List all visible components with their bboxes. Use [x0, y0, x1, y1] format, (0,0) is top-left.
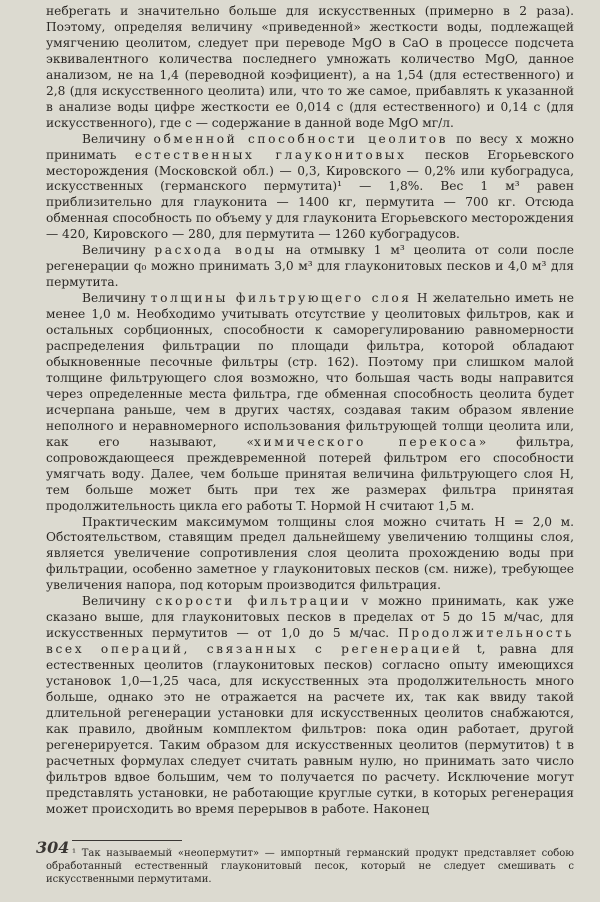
text-run: песков Егорьевского месторождения (Московской обл.) — 0,3, Кировского — 0,2% или кубоградуса, искусственных (германского пермутита)¹ — 1,8%. Вес 1 м³ равен приблизительно для глауконита — 1400 кг, пермутита — 700 кг. Отсюда обменная способность по объему y для глауконита Егорьевского месторождения — 420, Кировского — 280, для пермутита — 1260 кубоградусов. [46, 147, 574, 242]
footnote-separator [72, 840, 182, 841]
text-run: t, равна для естественных цеолитов (глауконитовых песков) согласно опыту имеющихся установок 1,0—1,25 часа, для искусственных эта продолжительность много больше, однако это не отражается на расчете их, так как ввиду такой длительной регенерации установки для искусственных цеолитов снабжаются, как правило, двойным комплектом фильтров: пока один работает, другой регенерируется. Таким образом для искусственных цеолитов (пермутитов) t в расчетных формулах следует считать равным нулю, но принимать зато число фильтров вдвое большим, чем то получается по расчету. Исключение могут представлять установки, не работающие круглые сутки, в которых регенерация может происходить во время перерывов в работе. Наконец [46, 642, 574, 816]
spaced-term: Продолжительность всех операций, связанных с регенерацией [46, 626, 574, 657]
text-run: небрегать и значительно больше для искусственных (примерно в 2 раза). Поэтому, определяя величину «приведенной» жесткости воды, подлежащей умягчению цеолитом, следует при переводе MgO в CaO в процессе подсчета эквивалентного количества последнего умножать количество MgO, данное анализом, не на 1,4 (переводной коэфициент), а на 1,54 (для естественного) и 2,8 (для искусственного цеолита) или, что то же самое, прибавлять к указанной в анализе воды цифре жесткости ее 0,014 c (для естественного) и 0,14 c (для искусственного), где c — содержание в данной воде MgO мг/л. [46, 4, 574, 130]
text-run: H желательно иметь не менее 1,0 м. Необходимо учитывать отсутствие у цеолитовых фильтров, как и остальных сорбционных, способности к саморегулированию равномерности распределения фильтрации по площади фильтра, которой обладают обыкновенные песочные фильтры (стр. 162). Поэтому при слишком малой толщине фильтрующего слоя возможно, что большая часть воды направится через определенные места фильтра, где обменная способность цеолита будет исчерпана раньше, чем в других частях, создавая таким образом явление неполного и неравномерного использования фильтрующей толщи цеолита или, как его называют, « [46, 291, 574, 449]
paragraph [46, 594, 574, 817]
footnote [46, 847, 574, 887]
paragraph [46, 4, 574, 132]
spaced-term: скорости фильтрации [155, 594, 352, 609]
text-run: на отмывку 1 м³ цеолита от соли после регенерации q₀ можно принимать 3,0 м³ для глауконитовых песков и 4,0 м³ для пермутита. [46, 243, 574, 290]
page-number: 304 [36, 838, 70, 857]
text-run: Величину [82, 131, 154, 146]
text-run: Величину [82, 291, 151, 306]
spaced-term: расхода воды [154, 243, 277, 258]
paragraph [46, 132, 574, 244]
text-run: Величину [82, 594, 156, 609]
paragraph [46, 515, 574, 595]
spaced-term: толщины фильтрующего слоя [150, 291, 412, 306]
paragraph [46, 291, 574, 514]
text-run: Величину [82, 243, 155, 258]
spaced-term: химического перекоса [254, 434, 479, 449]
spaced-term: естественных глауконитовых [134, 147, 407, 162]
text-run: v можно принимать, как уже сказано выше, для глауконитовых песков в пределах от 5 до 15 м/час, для искусственных пермутитов — от 1,0 до 5 м/час. [46, 594, 574, 641]
main-text [46, 4, 574, 818]
footnote-text: ¹ Так называемый «неопермутит» — импортный германский продукт представляет собою обработанный естественный глауконитовый песок, который не следует смешивать с искусственными пермутитами. [46, 847, 574, 886]
text-run: » фильтра, сопровождающееся преждевременной потерей фильтром его способности умягчать воду. Далее, чем больше принятая величина фильтрующего слоя H, тем больше может быть при тех же размерах фильтра принятая продолжительность цикла его работы T. Нормой H считают 1,5 м. [46, 434, 574, 513]
paragraph [46, 243, 574, 291]
spaced-term: обменной способности цеолитов [153, 131, 449, 146]
text-run: Практическим максимумом толщины слоя можно считать H = 2,0 м. Обстоятельством, ставящим предел дальнейшему увеличению толщины слоя, является увеличение сопротивления слоя цеолита прохождению воды при фильтрации, особенно заметное у глауконитовых песков (см. ниже), требующее увеличения напора, под которым производится фильтрация. [46, 514, 574, 593]
text-run: по весу x можно принимать [46, 131, 575, 162]
